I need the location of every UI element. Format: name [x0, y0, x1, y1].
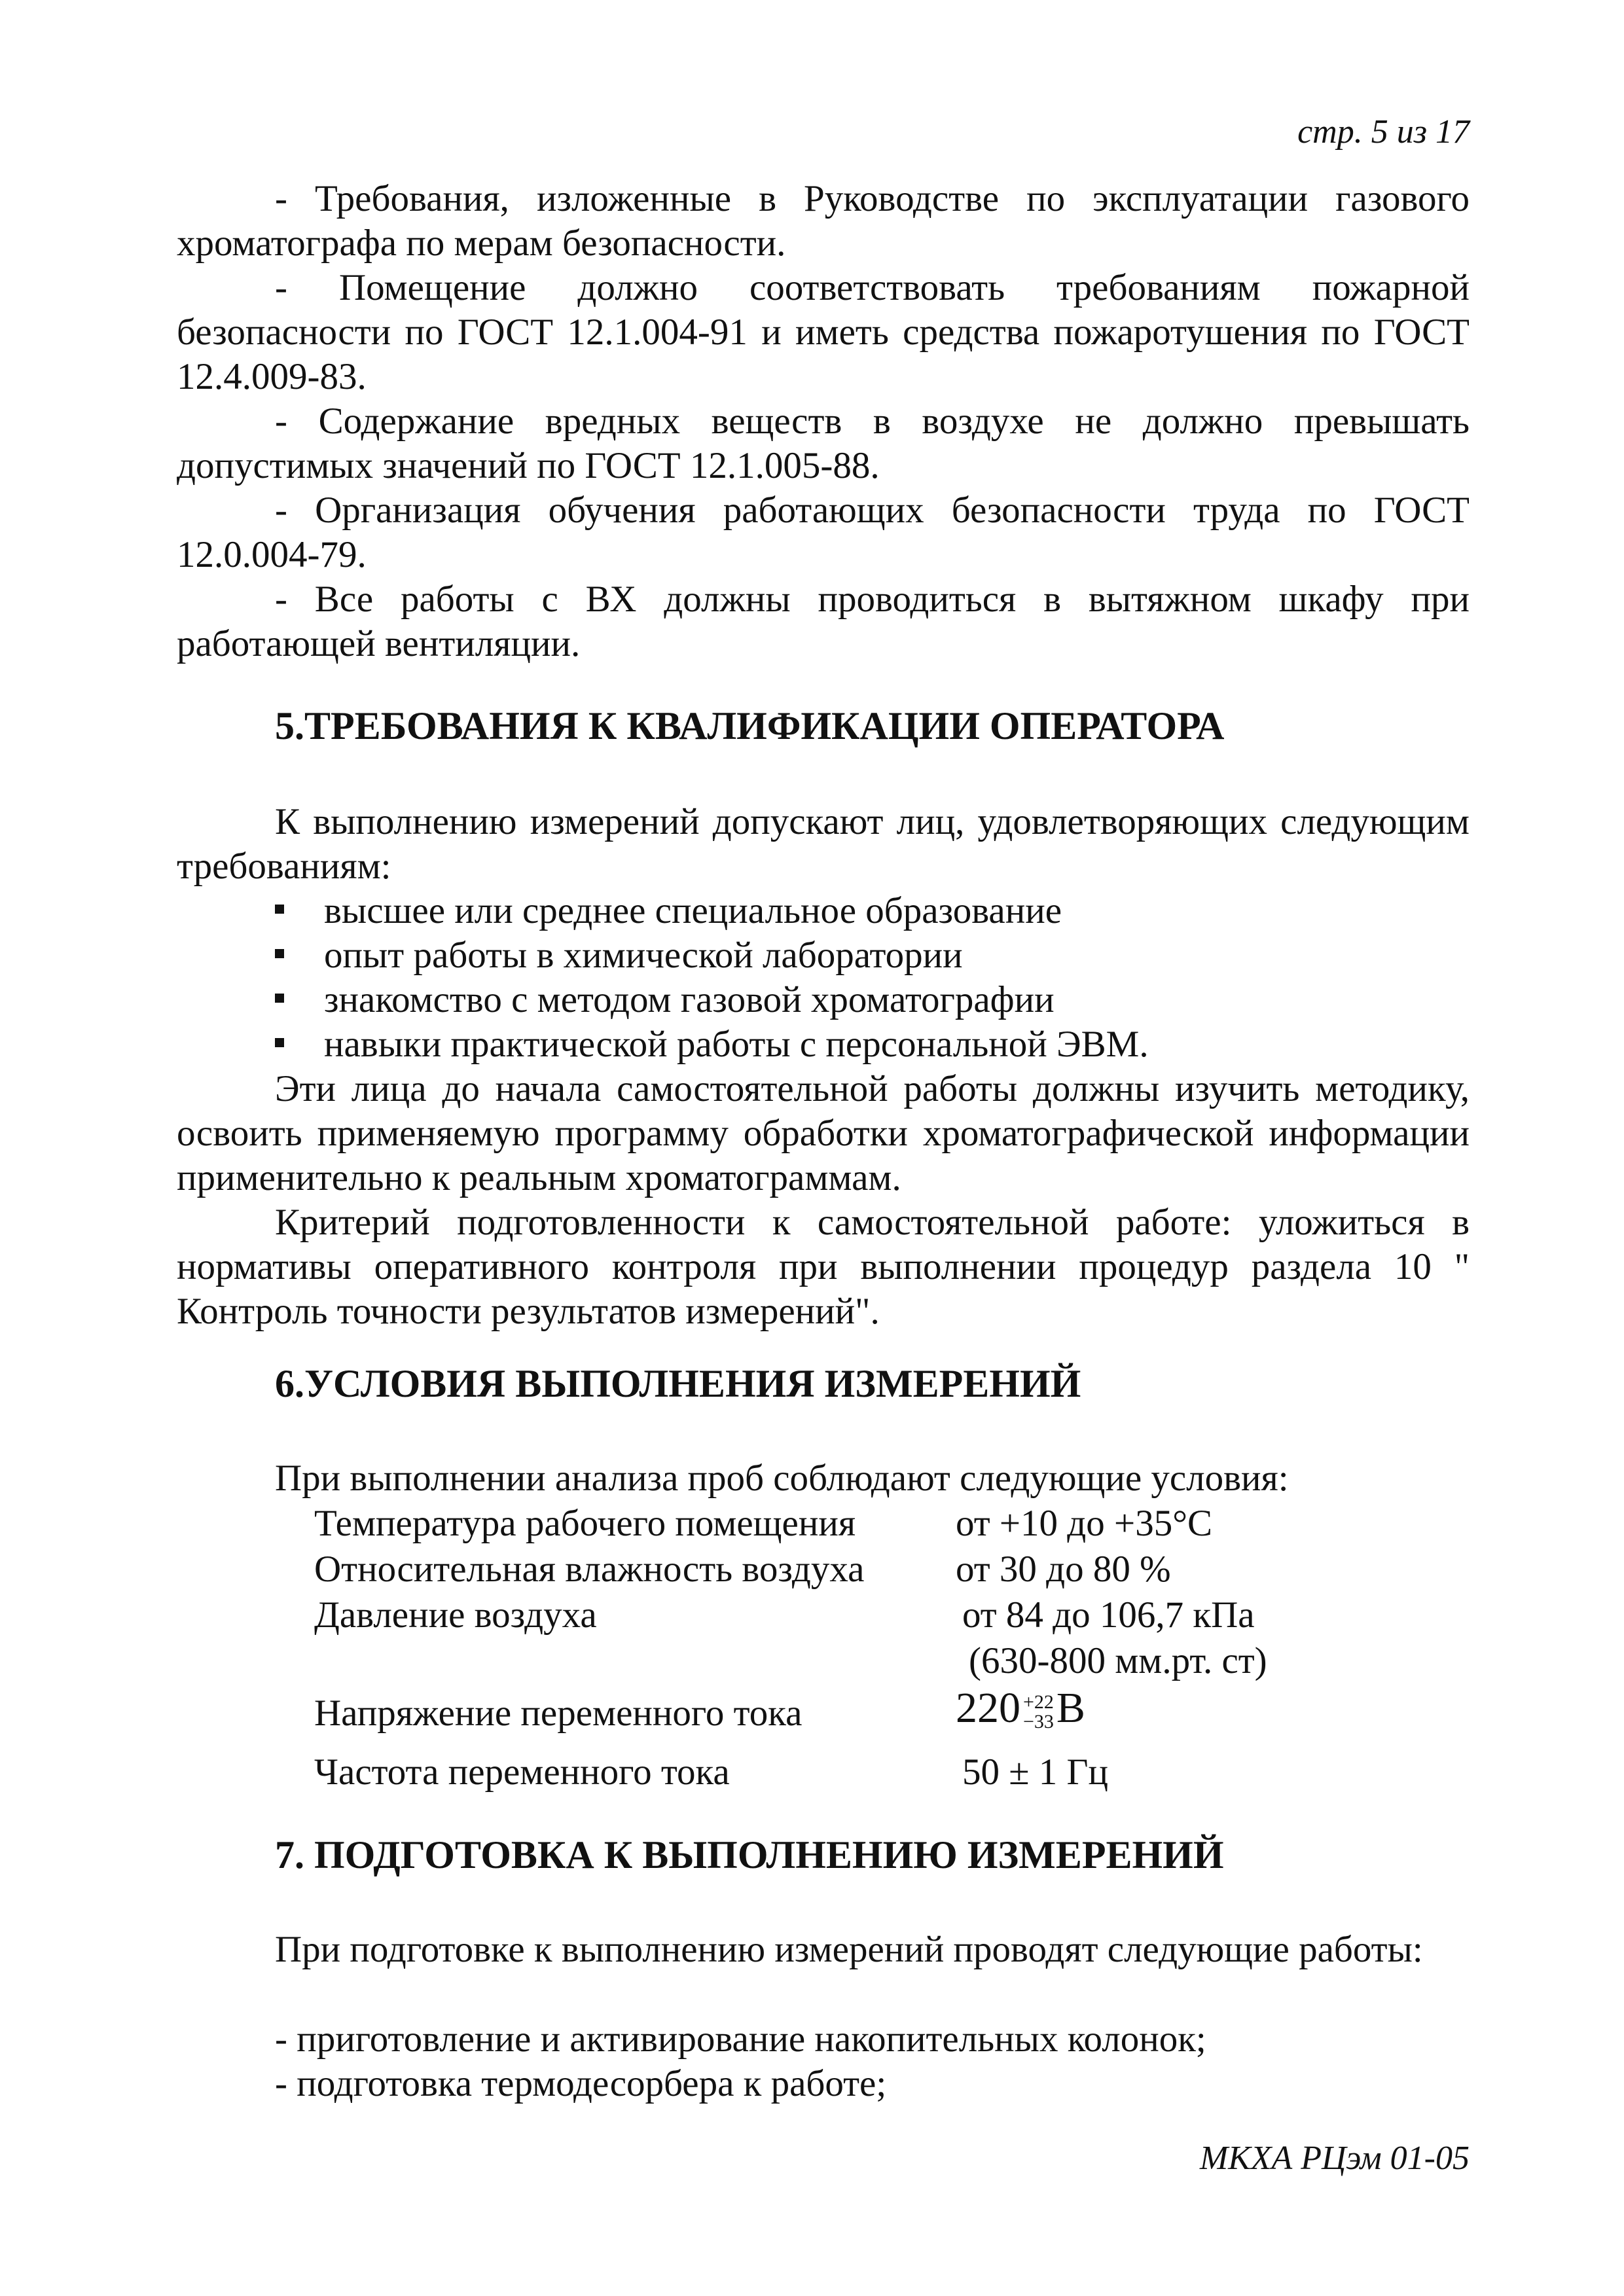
safety-requirement-5: - Все работы с ВХ должны проводиться в вытяжном шкафу при работающей вентиляции.	[177, 579, 1470, 664]
section-5-intro: К выполнению измерений допускают лиц, удовлетворяющих следующим требованиям:	[177, 801, 1470, 887]
section-6-heading: 6.УСЛОВИЯ ВЫПОЛНЕНИЯ ИЗМЕРЕНИЙ	[275, 1362, 1081, 1405]
condition-value-temperature: от +10 до +35°C	[956, 1503, 1213, 1544]
section-5-heading: 5.ТРЕБОВАНИЯ К КВАЛИФИКАЦИИ ОПЕРАТОРА	[275, 704, 1225, 747]
condition-label-temperature: Температура рабочего помещения	[314, 1503, 856, 1544]
document-code: МКХА РЦэм 01-05	[1199, 2140, 1470, 2177]
list-item: знакомство с методом газовой хроматографии	[275, 978, 1149, 1022]
section-7-intro: При подготовке к выполнению измерений проводят следующие работы:	[275, 1929, 1423, 1970]
section-5-paragraph-1: Эти лица до начала самостоятельной работы должны изучить методику, освоить применяемую программу обработки хроматографической информации применительно к реальным хроматограммам.	[177, 1068, 1470, 1198]
condition-value-pressure-mmhg: (630-800 мм.рт. ст)	[969, 1640, 1267, 1681]
qualification-list	[275, 889, 1149, 1067]
voltage-tolerance	[1023, 1693, 1054, 1732]
condition-label-frequency: Частота переменного тока	[314, 1751, 730, 1793]
safety-requirement-4: - Организация обучения работающих безопасности труда по ГОСТ 12.0.004-79.	[177, 490, 1470, 575]
condition-value-pressure: от 84 до 106,7 кПа	[962, 1594, 1255, 1636]
voltage-nominal: 220	[956, 1684, 1020, 1732]
condition-value-humidity: от 30 до 80 %	[956, 1549, 1171, 1590]
voltage-tolerance-upper: +22	[1023, 1691, 1054, 1713]
safety-requirement-1: - Требования, изложенные в Руководстве по эксплуатации газового хроматографа по мерам безопасности.	[177, 178, 1470, 264]
section-6-intro: При выполнении анализа проб соблюдают следующие условия:	[275, 1458, 1289, 1499]
condition-value-frequency: 50 ± 1 Гц	[962, 1751, 1108, 1793]
section-5-paragraph-2: Критерий подготовленности к самостоятельной работе: уложиться в нормативы оперативного контроля при выполнении процедур раздела 10 " Контроль точности результатов измерений".	[177, 1202, 1470, 1332]
list-item: опыт работы в химической лаборатории	[275, 933, 1149, 978]
list-item: высшее или среднее специальное образование	[275, 889, 1149, 933]
list-item: навыки практической работы с персональной ЭВМ.	[275, 1022, 1149, 1067]
condition-label-voltage: Напряжение переменного тока	[314, 1693, 803, 1734]
section-7-heading: 7. ПОДГОТОВКА К ВЫПОЛНЕНИЮ ИЗМЕРЕНИЙ	[275, 1833, 1224, 1876]
safety-requirement-3: - Содержание вредных веществ в воздухе не должно превышать допустимых значений по ГОСТ 12.1.005-88.	[177, 401, 1470, 486]
page-number: стр. 5 из 17	[1297, 113, 1470, 151]
voltage-unit: В	[1056, 1684, 1085, 1732]
condition-label-pressure: Давление воздуха	[314, 1594, 597, 1636]
condition-label-humidity: Относительная влажность воздуха	[314, 1549, 865, 1590]
preparation-item-2: - подготовка термодесорбера к работе;	[275, 2063, 887, 2104]
preparation-item-1: - приготовление и активирование накопительных колонок;	[275, 2018, 1206, 2060]
condition-value-voltage	[956, 1683, 1085, 1733]
voltage-tolerance-lower: −33	[1023, 1710, 1054, 1732]
safety-requirement-2: - Помещение должно соответствовать требованиям пожарной безопасности по ГОСТ 12.1.004-91 и иметь средства пожаротушения по ГОСТ 12.4.009-83.	[177, 267, 1470, 397]
